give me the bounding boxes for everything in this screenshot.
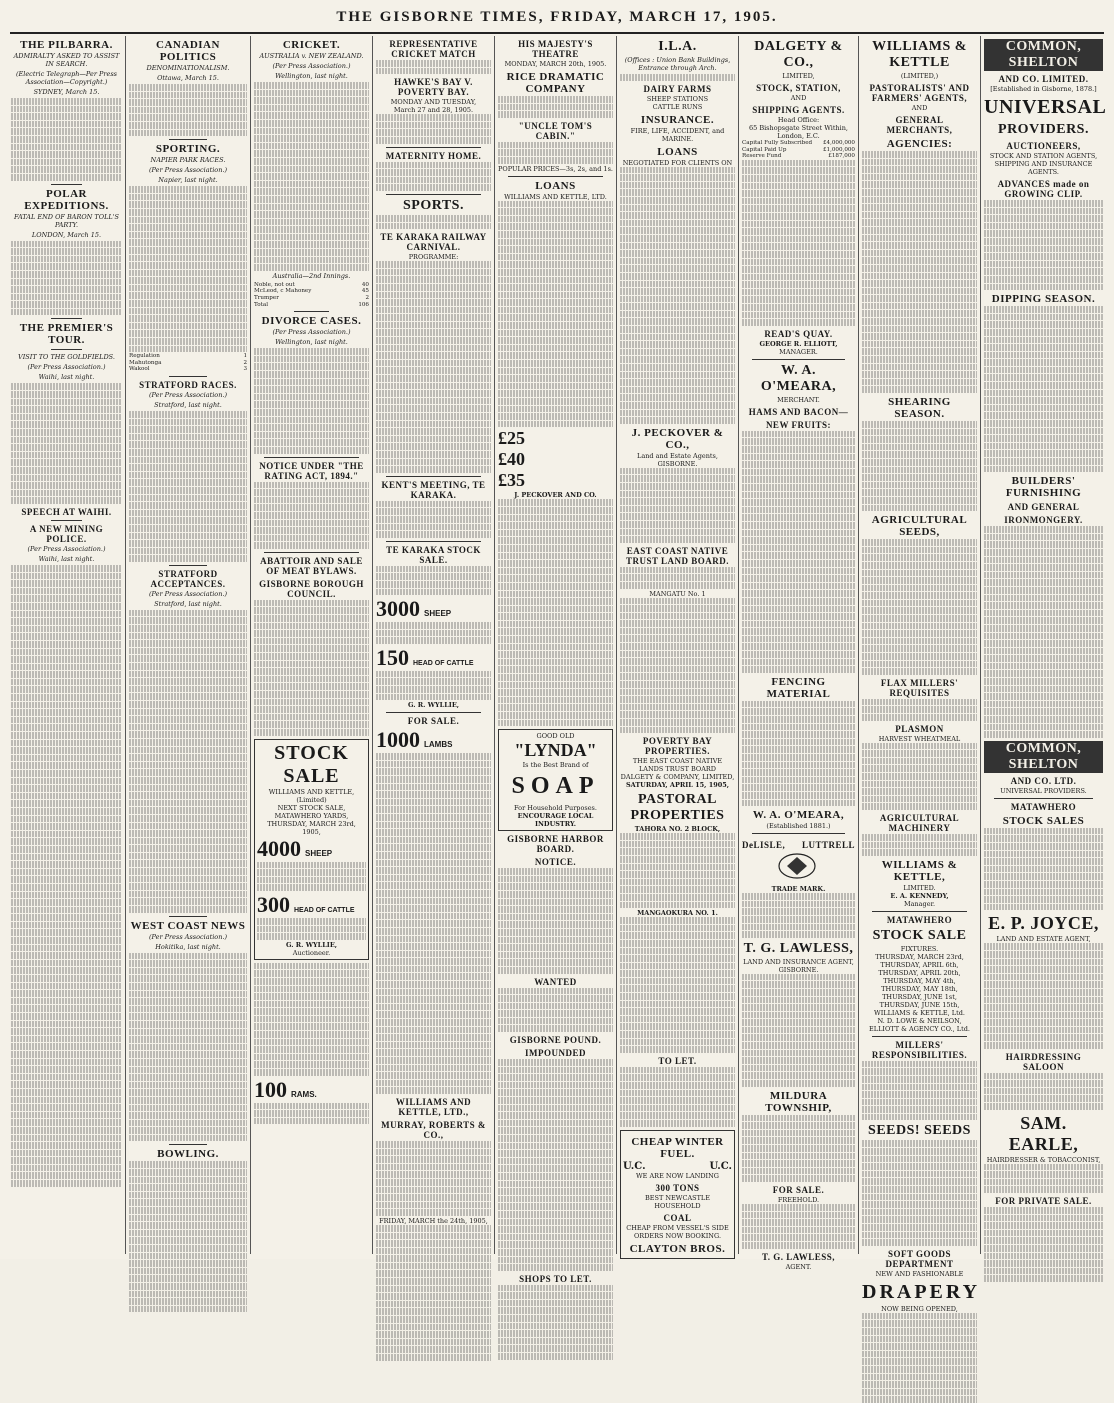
brand-name: "LYNDA": [514, 740, 597, 761]
subhead: NAPIER PARK RACES.: [150, 156, 226, 165]
notice-title: NOTICE.: [534, 857, 577, 868]
innings-table: [254, 282, 369, 308]
column-2: [126, 36, 251, 1254]
dateline: SYDNEY, March 15.: [33, 88, 100, 96]
headline-loans: LOANS: [657, 145, 698, 158]
ad-murray: MURRAY, ROBERTS & CO.,: [381, 1119, 486, 1140]
stock-sale-fixtures: STOCK SALE: [872, 927, 967, 943]
agri-seeds: AGRICULTURAL SEEDS,: [871, 514, 968, 539]
trust-board: EAST COAST NATIVE TRUST LAND BOARD.: [625, 545, 730, 566]
seeds: SEEDS! SEEDS: [868, 1123, 971, 1139]
trade-mark-emblem-icon: [742, 851, 852, 881]
list-item: THURSDAY, MAY 4th,: [883, 976, 956, 985]
subhead: VISIT TO THE GOLDFIELDS.: [18, 353, 115, 362]
shearing: SHEARING SEASON.: [888, 396, 951, 420]
byline: (Per Press Association.): [27, 363, 106, 372]
headline-karaka-stock: TE KARAKA STOCK SALE.: [386, 544, 481, 565]
list-item: THURSDAY, MARCH 23rd,: [875, 952, 964, 961]
headline-stratford-acceptances: STRATFORD ACCEPTANCES.: [150, 568, 226, 589]
stock-sale-ad: STOCK SALE WILLIAMS AND KETTLE, (Limited) NEXT STOCK SALE, MATAWHERO YARDS, THURSDAY, MARCH 23rd, 1905, 4000 SHEEP 300 HEAD OF CATTLE G. R. WYLLIE, Auctioneer.: [254, 739, 369, 960]
dalgety-title: DALGETY & CO.,: [754, 39, 843, 70]
table-row: Reserve Fund £187,000: [742, 153, 855, 160]
wk-title: WILLIAMS & KETTLE: [872, 39, 967, 70]
masthead: [10, 2, 1104, 34]
pastoral-properties: PASTORAL PROPERTIES: [630, 792, 725, 824]
newspaper-title: THE GISBORNE TIMES, FRIDAY, MARCH 17, 1905.: [336, 8, 778, 25]
list-item: THURSDAY, JUNE 15th,: [879, 1000, 960, 1009]
column-1: [8, 36, 126, 1254]
dairy-farms: DAIRY FARMS: [643, 83, 712, 94]
notice-abattoir: ABATTOIR AND SALE OF MEAT BYLAWS.: [260, 555, 363, 576]
headline-cricket: CRICKET.: [282, 39, 341, 51]
sam-earle: SAM. EARLE,: [1008, 1112, 1079, 1154]
ad-wk: WILLIAMS AND KETTLE, LTD.,: [395, 1096, 472, 1117]
column-7: DALGETY & CO., LIMITED, STOCK, STATION, AND SHIPPING AGENTS. Head Office: 65 Bishopsgate Street Within, London, E.C. Capital Fully Subscribed £4,000,000 Capital Paid Up £1,000,000 Reserve Fund £187,000 READ'S QUAY. GEORGE R. ELLIOTT, MANAGER. W. A. O'MEARA, MERCHANT. HAMS AND BACON— NEW FRUITS: FENCING MATERIAL W. A. O'MEARA, (Established 1881.) DeLISLE, LUTTRELL TRADE MARK. T. G. LAWLESS, LAND AND INSURANCE AGENT, GISBORNE. MILDURA TOWNSHIP, FOR SALE. FREEHOLD. T. G. LAWLESS, AGENT.: [739, 36, 859, 1254]
dateline: Stratford, last night.: [154, 599, 222, 608]
table-row: Capital Paid Up £1,000,000: [742, 146, 855, 153]
headline-rep-cricket: REPRESENTATIVE CRICKET MATCH: [389, 39, 478, 59]
table-row: Capital Fully Subscribed £4,000,000: [742, 140, 855, 146]
table-row: Wakool 3: [129, 366, 247, 373]
capital-table: [742, 140, 855, 160]
drapery: DRAPERY: [862, 1280, 981, 1303]
list-item: THURSDAY, JUNE 1st,: [882, 992, 957, 1001]
dateline: Waihi, last night.: [38, 554, 95, 563]
notice-borough: GISBORNE BOROUGH COUNCIL.: [259, 578, 364, 599]
headline-bowling: BOWLING.: [157, 1148, 219, 1161]
column-6: I.L.A. (Offices : Union Bank Buildings, Entrance through Arch. DAIRY FARMS SHEEP STATIONS CATTLE RUNS INSURANCE. FIRE, LIFE, ACCIDENT, and MARINE. LOANS NEGOTIATED FOR CLIENTS ON J. PECKOVER & CO., Land and Estate Agents, GISBORNE. EAST COAST NATIVE TRUST LAND BOARD. MANGATU No. 1 POVERTY BAY PROPERTIES. THE EAST COAST NATIVE LANDS TRUST BOARD DALGETY & COMPANY, LIMITED, SATURDAY, APRIL 15, 1905, PASTORAL PROPERTIES TAHORA NO. 2 BLOCK, MANGAOKURA NO. 1. TO LET. CHEAP WINTER FUEL. U.C. U.C. WE ARE NOW LANDING 300 TONS BEST NEWCASTLE HOUSEHOLD COAL CHEAP FROM VESSEL'S SIDE ORDERS NOW BOOKING. CLAYTON BROS.: [617, 36, 739, 1254]
agencies: AGENCIES:: [886, 138, 953, 150]
list-item: THURSDAY, APRIL 20th,: [878, 968, 961, 977]
headline-speech-waihi: SPEECH AT WAIHI.: [21, 506, 112, 517]
dateline: LONDON, March 15.: [31, 230, 102, 239]
headline-sports: SPORTS.: [403, 197, 464, 213]
winter-fuel-ad: CHEAP WINTER FUEL. U.C. U.C. WE ARE NOW LANDING 300 TONS BEST NEWCASTLE HOUSEHOLD COAL CHEAP FROM VESSEL'S SIDE ORDERS NOW BOOKING. CLAYTON BROS.: [620, 1130, 735, 1259]
fencing: FENCING MATERIAL: [766, 675, 831, 700]
headline-shops: SHOPS TO LET.: [519, 1273, 592, 1284]
headline-ila: I.L.A.: [658, 39, 697, 54]
lawless: T. G. LAWLESS,: [743, 940, 854, 956]
dateline: Stratford, last night.: [154, 401, 222, 409]
rice-company: RICE DRAMATIC COMPANY: [506, 71, 605, 95]
to-let: TO LET.: [658, 1055, 697, 1066]
byline: (Per Press Association.): [272, 62, 351, 70]
column-3: CRICKET. AUSTRALIA v. NEW ZEALAND. (Per Press Association.) Wellington, last night. Australia—2nd Innings. Noble, not out 40 McLeod, c Mahoney 45 Trumper 2 Total 106 DIVORCE CASES. (Per Press Association.) Wellington, last night. NOTICE UNDER "THE RATING ACT, 1894." ABATTOIR AND SALE OF MEAT BYLAWS. GISBORNE BOROUGH COUNCIL. STOCK SALE WILLIAMS AND KETTLE, (Limited) NEXT STOCK SALE, MATAWHERO YARDS, THURSDAY, MARCH 23rd, 1905, 4000 SHEEP 300 HEAD OF CATTLE G. R. WYLLIE, Auctioneer. 100 RAMS.: [251, 36, 373, 1254]
byline: (Per Press Association.): [149, 932, 227, 941]
brand-word: SOAP: [511, 773, 600, 800]
notice-harbor: GISBORNE HARBOR BOARD.: [507, 834, 604, 855]
delisle-ad: DeLISLE, LUTTRELL: [742, 840, 855, 851]
byline: (Per Press Association.): [27, 544, 106, 553]
byline: (Per Press Association.): [149, 166, 227, 175]
column-8: WILLIAMS & KETTLE (LIMITED,) PASTORALISTS' AND FARMERS' AGENTS, AND GENERAL MERCHANTS, AGENCIES: SHEARING SEASON. AGRICULTURAL SEEDS, FLAX MILLERS' REQUISITES PLASMON HARVEST WHEATMEAL AGRICULTURAL MACHINERY WILLIAMS & KETTLE, LIMITED. E. A. KENNEDY, Manager. MATAWHERO STOCK SALE FIXTURES. THURSDAY, MARCH 23rd, THURSDAY, APRIL 6th, THURSDAY, APRIL 20th, THURSDAY, MAY 4th, THURSDAY, MAY 18th, THURSDAY, JUNE 1st, THURSDAY, JUNE 15th, WILLIAMS & KETTLE, Ltd. N. D. LOWE & NEILSON, ELLIOTT & AGENCY CO., Ltd. MILLERS' RESPONSIBILITIES. SEEDS! SEEDS SOFT GOODS DEPARTMENT NEW AND FASHIONABLE DRAPERY NOW BEING OPENED,: [859, 36, 981, 1254]
column-9: COMMON, SHELTON AND CO. LIMITED. [Established in Gisborne, 1878.] UNIVERSAL PROVIDERS. AUCTIONEERS, STOCK AND STATION AGENTS, SHIPPING AND INSURANCE AGENTS. ADVANCES made on GROWING CLIP. DIPPING SEASON. BUILDERS' FURNISHING AND GENERAL IRONMONGERY. COMMON, SHELTON AND CO. LTD. UNIVERSAL PROVIDERS. MATAWHERO STOCK SALES E. P. JOYCE, LAND AND ESTATE AGENT, HAIRDRESSING SALOON SAM. EARLE, HAIRDRESSER & TOBACCONIST, FOR PRIVATE SALE.: [981, 36, 1106, 1254]
subhead: HAWKE'S BAY V. POVERTY BAY.: [394, 77, 473, 98]
play-title: "UNCLE TOM'S CABIN.": [518, 120, 593, 141]
dipping-season: DIPPING SEASON.: [991, 293, 1096, 306]
headline-west-coast: WEST COAST NEWS: [130, 919, 246, 932]
dateline: Hokitika, last night.: [155, 942, 221, 951]
dateline: Napier, last night.: [158, 176, 218, 185]
innings-header: Australia—2nd Innings.: [272, 271, 351, 280]
omeara-title: W. A. O'MEARA,: [760, 362, 837, 394]
universal: UNIVERSAL: [984, 96, 1107, 118]
mildura: MILDURA TOWNSHIP,: [765, 1089, 832, 1114]
dateline: Wellington, last night.: [275, 72, 348, 80]
ad-title: STOCK SALE: [274, 741, 349, 787]
subhead: AUSTRALIA v. NEW ZEALAND.: [259, 52, 364, 60]
price: £25: [498, 428, 525, 449]
joyce: E. P. JOYCE,: [988, 913, 1099, 934]
list-item: THURSDAY, APRIL 6th,: [880, 960, 959, 969]
table-row: Trumper 2: [254, 295, 369, 302]
subhead: IMPOUNDED: [525, 1048, 586, 1059]
price-list: [498, 428, 613, 491]
headline-maternity: MATERNITY HOME.: [385, 150, 482, 161]
list-item: THURSDAY, MAY 18th,: [881, 984, 958, 993]
subhead: TE KARAKA RAILWAY CARNIVAL.: [380, 232, 487, 253]
headline-divorce: DIVORCE CASES.: [261, 315, 362, 328]
table-row: McLeod, c Mahoney 45: [254, 288, 369, 295]
subhead: ADMIRALTY ASKED TO ASSIST IN SEARCH.: [13, 52, 120, 68]
poverty-bay: POVERTY BAY PROPERTIES.: [642, 736, 713, 757]
ad-for-sale: FOR SALE.: [407, 716, 460, 727]
fixture-dates: [862, 953, 977, 1009]
column-5: HIS MAJESTY'S THEATRE MONDAY, MARCH 20th, 1905. RICE DRAMATIC COMPANY "UNCLE TOM'S CABIN." POPULAR PRICES—3s, 2s, and 1s. LOANS WILLIAMS AND KETTLE, LTD. £25 £40 £35 J. PECKOVER AND CO. GOOD OLD "LYNDA" Is the Best Brand of SOAP For Household Purposes. ENCOURAGE LOCAL INDUSTRY. GISBORNE HARBOR BOARD. NOTICE. WANTED GISBORNE POUND. IMPOUNDED SHOPS TO LET.: [495, 36, 617, 1254]
table-row: Total 106: [254, 301, 369, 308]
headline-stratford-races: STRATFORD RACES.: [139, 380, 237, 390]
headline-canadian: CANADIAN POLITICS: [156, 39, 220, 63]
table-row: Noble, not out 40: [254, 281, 369, 288]
headline-sporting: SPORTING.: [155, 143, 221, 156]
subhead: FATAL END OF BARON TOLL'S PARTY.: [14, 212, 119, 229]
price: £40: [498, 449, 525, 470]
headline-mining-police: A NEW MINING POLICE.: [29, 523, 104, 544]
headline-theatre: HIS MAJESTY'S THEATRE: [518, 39, 593, 59]
headline-polar: POLAR EXPEDITIONS.: [24, 187, 109, 212]
headline-kents: KENT'S MEETING, TE KARAKA.: [381, 479, 486, 500]
headline-wanted: WANTED: [534, 976, 577, 987]
race-results: [129, 353, 247, 373]
common-shelton-title: COMMON, SHELTON: [984, 39, 1103, 71]
reads-quay: READ'S QUAY.: [764, 328, 833, 339]
headline-pound: GISBORNE POUND.: [509, 1035, 602, 1046]
subhead: DENOMINATIONALISM.: [146, 64, 230, 72]
byline: (Electric Telegraph—Per Press Association—Copyright.): [15, 70, 118, 86]
headline-premier-tour: THE PREMIER'S TOUR.: [19, 322, 114, 347]
byline: (Per Press Association.): [149, 589, 227, 598]
dateline: Ottawa, March 15.: [157, 74, 219, 82]
table-row: Regulation 1: [129, 353, 247, 360]
byline: (Per Press Association.): [149, 391, 227, 399]
notice-rating-act: NOTICE UNDER "THE RATING ACT, 1894.": [259, 460, 364, 481]
peckover-ad: J. PECKOVER & CO.,: [631, 426, 724, 451]
headline-loans: LOANS: [535, 179, 576, 192]
price: £35: [498, 470, 525, 491]
dateline: Waihi, last night.: [38, 373, 95, 382]
headline-pilbarra: THE PILBARRA.: [20, 39, 113, 51]
dateline: Wellington, last night.: [275, 338, 348, 347]
columns: [8, 36, 1107, 1313]
byline: (Per Press Association.): [272, 328, 351, 337]
table-row: Mahutonga 2: [129, 359, 247, 366]
lynda-soap-ad: GOOD OLD "LYNDA" Is the Best Brand of SOAP For Household Purposes. ENCOURAGE LOCAL INDUSTRY.: [498, 729, 613, 831]
column-4: REPRESENTATIVE CRICKET MATCH HAWKE'S BAY V. POVERTY BAY. MONDAY AND TUESDAY, March 27 and 28, 1905. MATERNITY HOME. SPORTS. TE KARAKA RAILWAY CARNIVAL. PROGRAMME: KENT'S MEETING, TE KARAKA. TE KARAKA STOCK SALE. 3000 SHEEP 150 HEAD OF CATTLE G. R. WYLLIE, FOR SALE. 1000 LAMBS WILLIAMS AND KETTLE, LTD., MURRAY, ROBERTS & CO., FRIDAY, MARCH the 24th, 1905,: [373, 36, 495, 1254]
